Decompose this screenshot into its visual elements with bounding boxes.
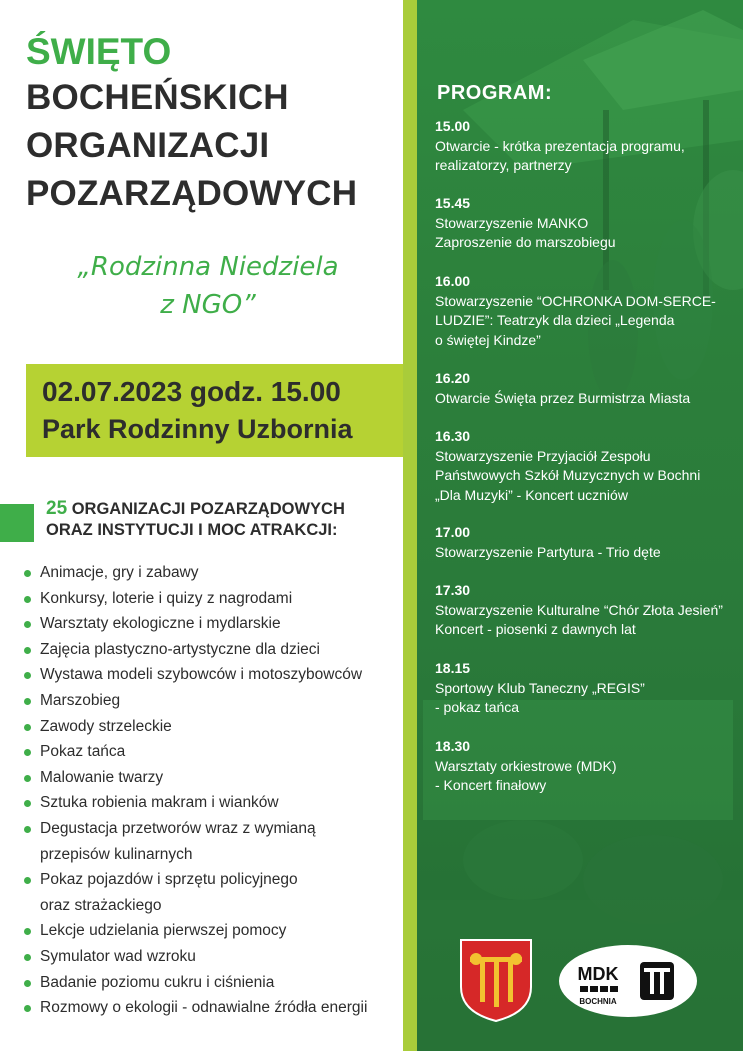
bullet-icon	[24, 698, 31, 705]
program-description: Stowarzyszenie MANKO Zaproszenie do marszobiegu	[435, 214, 616, 250]
attraction-item	[22, 970, 402, 996]
attraction-text: Zawody strzeleckie	[40, 717, 172, 735]
program-item	[435, 737, 735, 796]
organizations-heading	[46, 498, 396, 541]
title-line-3: ORGANIZACJI	[26, 126, 270, 165]
program-description: Otwarcie - krótka prezentacja programu, realizatorzy, partnerzy	[435, 137, 685, 173]
bullet-icon	[24, 621, 31, 628]
bullet-icon	[24, 877, 31, 884]
program-time: 16.00	[435, 273, 471, 289]
bullet-icon	[24, 1005, 31, 1012]
mdk-bochnia-logo	[558, 944, 698, 1018]
program-item	[435, 523, 735, 562]
attraction-item	[22, 790, 402, 816]
attraction-text: Degustacja przetworów wraz z wymianą	[40, 819, 316, 837]
bullet-icon	[24, 980, 31, 987]
attraction-text: oraz strażackiego	[40, 896, 162, 914]
attraction-item	[22, 995, 402, 1021]
program-item	[435, 272, 735, 350]
accent-bar	[0, 504, 34, 542]
program-time: 18.15	[435, 660, 471, 676]
attraction-text: Lekcje udzielania pierwszej pomocy	[40, 922, 287, 940]
program-time: 15.45	[435, 195, 471, 211]
program-item	[435, 117, 735, 176]
program-time: 17.00	[435, 524, 471, 540]
attraction-text: Pokaz pojazdów i sprzętu policyjnego	[40, 871, 298, 889]
program-time: 16.20	[435, 370, 471, 386]
program-item	[435, 369, 735, 408]
title-line-1: ŚWIĘTO	[26, 31, 172, 72]
organizations-heading-line-1: ORGANIZACJI POZARZĄDOWYCH	[67, 500, 345, 518]
attraction-item	[22, 918, 402, 944]
attraction-item	[22, 816, 402, 867]
attraction-text: Animacje, gry i zabawy	[40, 564, 199, 581]
attraction-text: Wystawa modeli szybowców i motoszybowców	[40, 666, 363, 684]
title-line-4: POZARZĄDOWYCH	[26, 174, 358, 213]
lime-divider	[403, 0, 417, 1051]
program-description: Otwarcie Święta przez Burmistrza Miasta	[435, 389, 691, 406]
event-place: Park Rodzinny Uzbornia	[42, 414, 353, 444]
attraction-item	[22, 637, 402, 663]
bullet-icon	[24, 647, 31, 654]
attraction-item	[22, 560, 402, 586]
bullet-icon	[24, 928, 31, 935]
mdk-text: MDK	[577, 964, 619, 984]
bullet-icon	[24, 596, 31, 603]
attraction-item	[22, 714, 402, 740]
program-time: 18.30	[435, 738, 471, 754]
program-time: 17.30	[435, 582, 471, 598]
program-heading: PROGRAM:	[437, 82, 553, 104]
attraction-item	[22, 867, 402, 918]
attraction-item	[22, 611, 402, 637]
program-description: Stowarzyszenie “OCHRONKA DOM-SERCE- LUDZIE”: Teatrzyk dla dzieci „Legenda o świętej Kindze”	[435, 292, 716, 348]
attraction-item	[22, 688, 402, 714]
attraction-text: Warsztaty ekologiczne i mydlarskie	[40, 615, 281, 633]
title-line-2: BOCHEŃSKICH	[26, 78, 289, 117]
bullet-icon	[24, 749, 31, 756]
attraction-item	[22, 662, 402, 688]
attraction-text: Marszobieg	[40, 691, 121, 709]
event-datetime: 02.07.2023 godz. 15.00	[42, 376, 341, 407]
program-time: 15.00	[435, 118, 471, 134]
attraction-text: Konkursy, loterie i quizy z nagrodami	[40, 589, 293, 607]
program-description: Stowarzyszenie Partytura - Trio dęte	[435, 543, 661, 560]
attraction-text: Rozmowy o ekologii - odnawialne źródła energii	[40, 999, 368, 1017]
program-description: Warsztaty orkiestrowe (MDK) - Koncert finałowy	[435, 757, 617, 793]
program-time: 16.30	[435, 428, 471, 444]
bullet-icon	[24, 775, 31, 782]
bullet-icon	[24, 570, 31, 577]
program-item	[435, 581, 735, 640]
bullet-icon	[24, 800, 31, 807]
organizations-count: 25	[46, 498, 68, 519]
attraction-text: Symulator wad wzroku	[40, 947, 196, 965]
program-item	[435, 659, 735, 718]
attraction-text: przepisów kulinarnych	[40, 845, 193, 863]
attraction-item	[22, 944, 402, 970]
attraction-item	[22, 739, 402, 765]
attraction-item	[22, 765, 402, 791]
subtitle-line-2: z NGO”	[160, 290, 256, 320]
bullet-icon	[24, 954, 31, 961]
attraction-text: Badanie poziomu cukru i ciśnienia	[40, 973, 275, 991]
bochnia-coat-of-arms-logo	[458, 937, 534, 1023]
bullet-icon	[24, 724, 31, 731]
program-description: Stowarzyszenie Przyjaciół Zespołu Państwowych Szkół Muzycznych w Bochni „Dla Muzyki” - Koncert uczniów	[435, 447, 701, 503]
organizations-heading-line-2: ORAZ INSTYTUCJI I MOC ATRAKCJI:	[46, 521, 338, 539]
program-item	[435, 427, 735, 505]
attraction-text: Malowanie twarzy	[40, 768, 164, 786]
program-item	[435, 194, 735, 253]
event-subtitle	[28, 248, 388, 324]
program-description: Stowarzyszenie Kulturalne “Chór Złota Jesień” Koncert - piosenki z dawnych lat	[435, 601, 723, 637]
date-place-box	[26, 364, 406, 457]
attraction-item	[22, 586, 402, 612]
attractions-list	[22, 560, 402, 1021]
program-description: Sportowy Klub Taneczny „REGIS” - pokaz tańca	[435, 679, 645, 715]
subtitle-line-1: „Rodzinna Niedziela	[77, 252, 339, 282]
attraction-text: Sztuka robienia makram i wianków	[40, 794, 279, 812]
event-title	[26, 30, 406, 218]
attraction-text: Zajęcia plastyczno-artystyczne dla dzieci	[40, 640, 320, 658]
attraction-text: Pokaz tańca	[40, 743, 126, 761]
bullet-icon	[24, 672, 31, 679]
bullet-icon	[24, 826, 31, 833]
bochnia-text: BOCHNIA	[579, 997, 617, 1006]
